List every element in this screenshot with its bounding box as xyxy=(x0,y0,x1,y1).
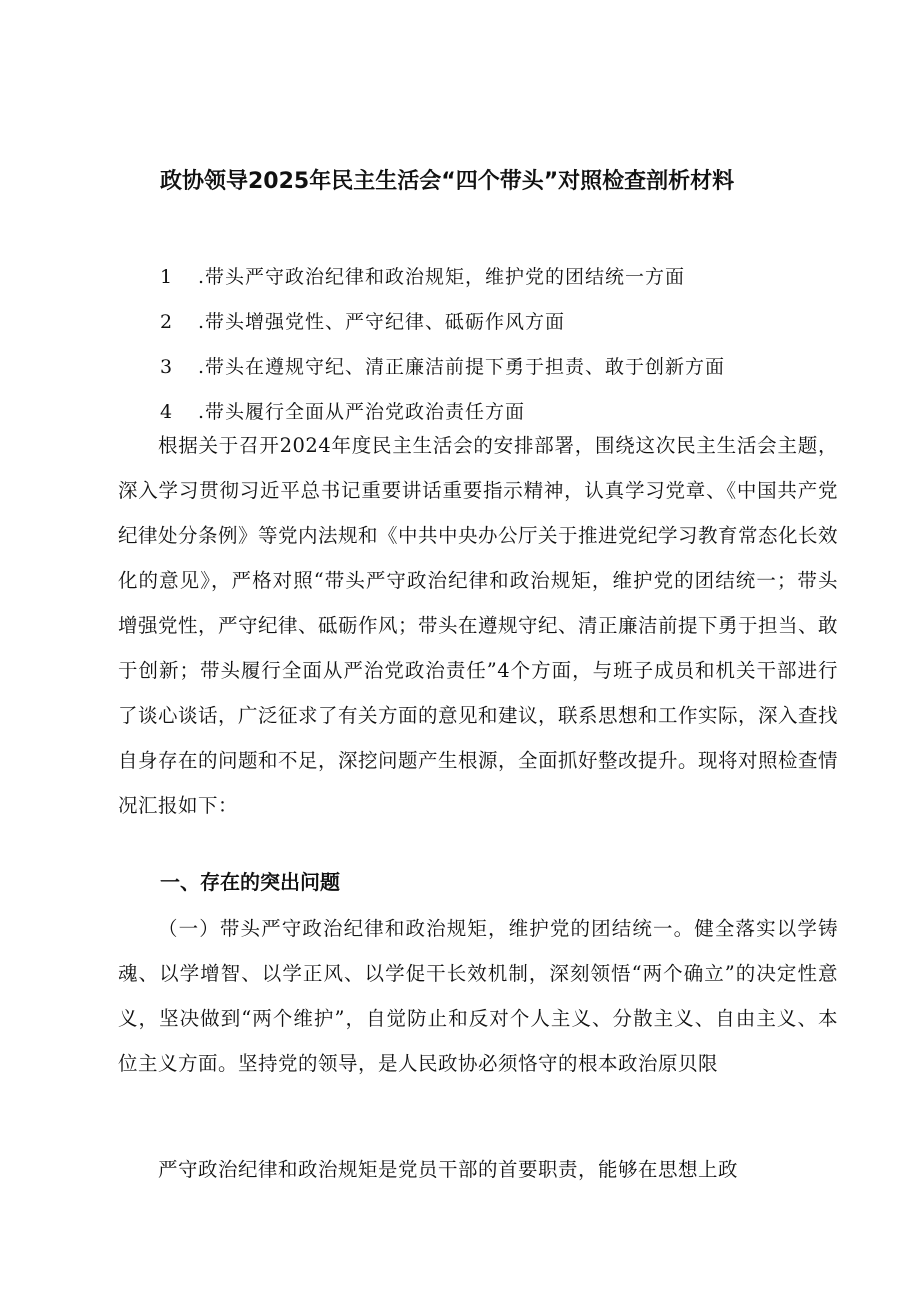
toc-item-text: .带头在遵规守纪、清正廉洁前提下勇于担责、敢于创新方面 xyxy=(198,356,726,378)
toc-item-text: .带头履行全面从严治党政治责任方面 xyxy=(198,401,526,423)
last-paragraph: 严守政治纪律和政治规矩是党员干部的首要职责，能够在思想上政 xyxy=(158,1158,739,1181)
document-title: 政协领导2025年民主生活会“四个带头”对照检查剖析材料 xyxy=(160,169,735,194)
toc-item xyxy=(160,255,860,300)
toc-item-number: 4 xyxy=(160,401,174,423)
toc-item-number: 3 xyxy=(160,356,174,378)
toc-item-number: 1 xyxy=(160,266,174,288)
section-heading: 一、存在的突出问题 xyxy=(160,870,340,894)
toc-item-text: .带头严守政治纪律和政治规矩，维护党的团结统一方面 xyxy=(198,266,686,288)
toc-item-number: 2 xyxy=(160,311,174,333)
toc-item-text: .带头增强党性、严守纪律、砥砺作风方面 xyxy=(198,311,566,333)
toc-item xyxy=(160,345,860,390)
toc-item xyxy=(160,300,860,345)
section-paragraph: （一）带头严守政治纪律和政治规矩，维护党的团结统一。健全落实以学铸魂、以学增智、以学正风、以学促干长效机制，深刻领悟“两个确立”的决定性意义，坚决做到“两个维护”，自觉防止和反对个人主义、分散主义、自由主义、本位主义方面。坚持党的领导，是人民政协必须恪守的根本政治原贝限 xyxy=(118,917,838,1075)
table-of-contents xyxy=(160,255,860,435)
intro-paragraph: 根据关于召开2024年度民主生活会的安排部署，围绕这次民主生活会主题，深入学习贯彻习近平总书记重要讲话重要指示精神，认真学习党章、《中国共产党纪律处分条例》等党内法规和《中共中央办公厅关于推进党纪学习教育常态化长效化的意见》，严格对照“带头严守政治纪律和政治规矩，维护党的团结统一；带头增强党性，严守纪律、砥砺作风；带头在遵规守纪、清正廉洁前提下勇于担当、敢于创新；带头履行全面从严治党政治责任”4个方面，与班子成员和机关干部进行了谈心谈话，广泛征求了有关方面的意见和建议，联系思想和工作实际，深入查找自身存在的问题和不足，深挖问题产生根源，全面抓好整改提升。现将对照检查情况汇报如下： xyxy=(118,434,839,817)
